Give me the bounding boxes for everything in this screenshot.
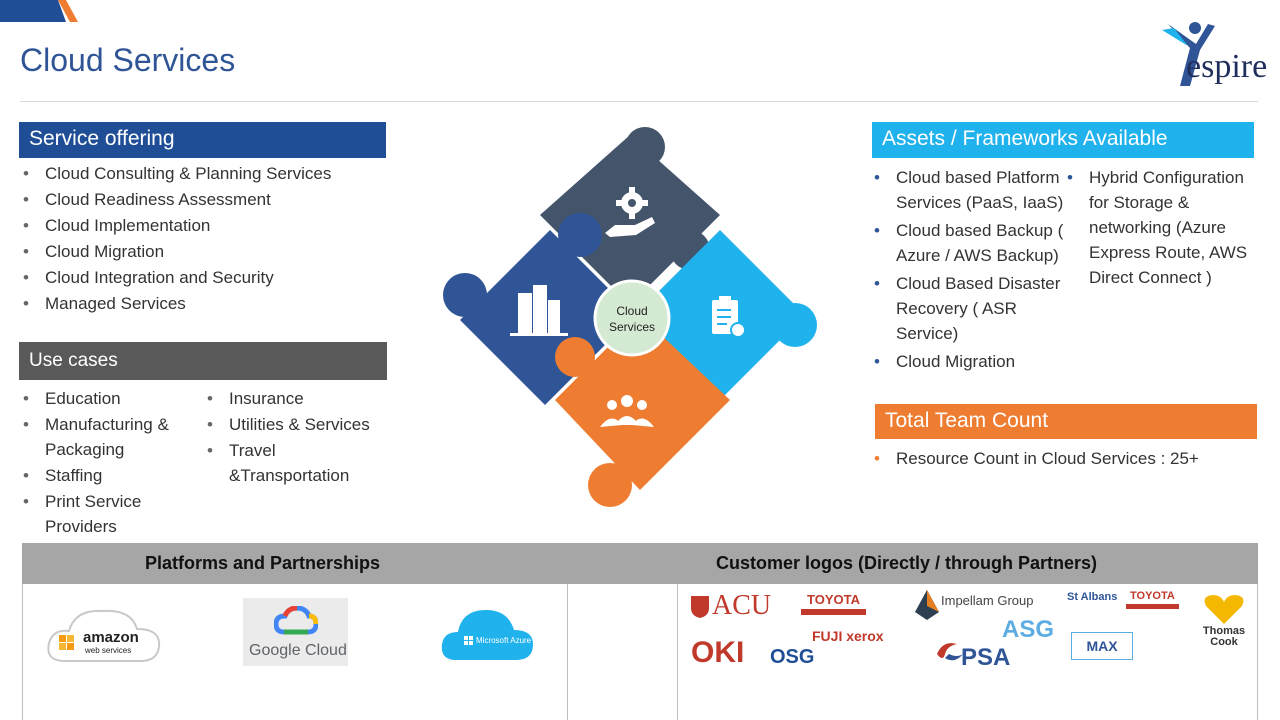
list-item: • Cloud Based Disaster Recovery ( ASR Service) xyxy=(870,271,1065,346)
bottom-header-bar xyxy=(22,543,1258,584)
aws-wordmark-1: amazon xyxy=(83,629,139,646)
assets-list-right xyxy=(1063,165,1258,291)
team-count-list xyxy=(870,446,1250,472)
list-item: • Travel &Transportation xyxy=(203,438,388,488)
list-item: • Managed Services xyxy=(19,291,379,316)
list-item: • Insurance xyxy=(203,386,388,411)
google-cloud-icon xyxy=(274,606,318,636)
list-item: • Print Service Providers xyxy=(19,489,199,539)
customers-heading: Customer logos (Directly / through Partners) xyxy=(716,553,1098,573)
list-item: • Cloud Integration and Security xyxy=(19,265,379,290)
list-item: • Cloud Migration xyxy=(870,349,1065,374)
platforms-heading: Platforms and Partnerships xyxy=(145,553,381,573)
use-cases-title: Use cases xyxy=(29,350,118,371)
customer-logos xyxy=(685,588,1255,718)
azure-logo xyxy=(440,606,535,666)
title-divider xyxy=(20,101,1258,102)
impellam-icon xyxy=(915,590,939,620)
aws-wordmark-2: web services xyxy=(85,646,132,655)
use-cases-list-right xyxy=(203,386,388,489)
espire-wordmark: espire xyxy=(1186,48,1268,85)
thomas-cook-logo: Thomas Cook xyxy=(1202,625,1246,648)
puzzle-center-label-2: Services xyxy=(608,320,656,334)
panel-divider xyxy=(567,584,568,720)
st-albans-logo: St Albans xyxy=(1067,591,1118,603)
list-item: • Cloud based Backup ( Azure / AWS Backup) xyxy=(870,218,1065,268)
google-cloud-logo xyxy=(243,598,348,666)
list-item: • Education xyxy=(19,386,199,411)
azure-wordmark: Microsoft Azure xyxy=(476,636,532,645)
assets-title: Assets / Frameworks Available xyxy=(882,127,1168,150)
list-item: • Utilities & Services xyxy=(203,412,388,437)
assets-list-left xyxy=(870,165,1065,375)
toyota-logo-2: TOYOTA xyxy=(1126,590,1179,609)
max-logo: MAX xyxy=(1071,632,1133,660)
use-cases-header xyxy=(19,342,387,380)
puzzle-graphic xyxy=(440,125,820,510)
espire-logo xyxy=(1160,18,1268,93)
toyota-logo-1: TOYOTA xyxy=(801,592,866,615)
list-item: • Manufacturing & Packaging xyxy=(19,412,199,462)
fuji-xerox-logo: FUJI xerox xyxy=(812,628,884,644)
service-offering-title: Service offering xyxy=(29,127,175,150)
page-title: Cloud Services xyxy=(20,42,236,78)
use-cases-list-left xyxy=(19,386,199,540)
list-item: • Cloud Implementation xyxy=(19,213,379,238)
list-item: • Resource Count in Cloud Services : 25+ xyxy=(870,446,1250,471)
acu-shield-icon xyxy=(691,596,709,618)
list-item: • Staffing xyxy=(19,463,199,488)
psa-logo: PSA xyxy=(961,644,1011,671)
team-count-header xyxy=(875,404,1257,439)
service-offering-header xyxy=(19,122,386,158)
list-item: • Cloud Readiness Assessment xyxy=(19,187,379,212)
asg-logo: ASG xyxy=(1002,616,1055,643)
list-item: • Cloud Consulting & Planning Services xyxy=(19,161,379,186)
list-item: • Hybrid Configuration for Storage & networking (Azure Express Route, AWS Direct Connect ) xyxy=(1063,165,1258,290)
corner-accent xyxy=(0,0,80,22)
oki-logo: OKI xyxy=(691,636,745,669)
assets-header xyxy=(872,122,1254,158)
list-item: • Cloud Migration xyxy=(19,239,379,264)
thomas-cook-heart-icon xyxy=(1203,594,1245,624)
puzzle-center-label-1: Cloud xyxy=(616,304,648,318)
list-item: • Cloud based Platform Services (PaaS, IaaS) xyxy=(870,165,1065,215)
aws-logo xyxy=(45,603,163,669)
google-cloud-wordmark: Google Cloud xyxy=(249,642,347,659)
panel-divider xyxy=(677,584,678,720)
osg-logo: OSG xyxy=(770,646,815,668)
service-offering-list xyxy=(19,161,379,317)
acu-logo: ACU xyxy=(712,590,772,621)
impellam-logo: Impellam Group xyxy=(941,593,1034,608)
team-count-title: Total Team Count xyxy=(885,409,1049,432)
